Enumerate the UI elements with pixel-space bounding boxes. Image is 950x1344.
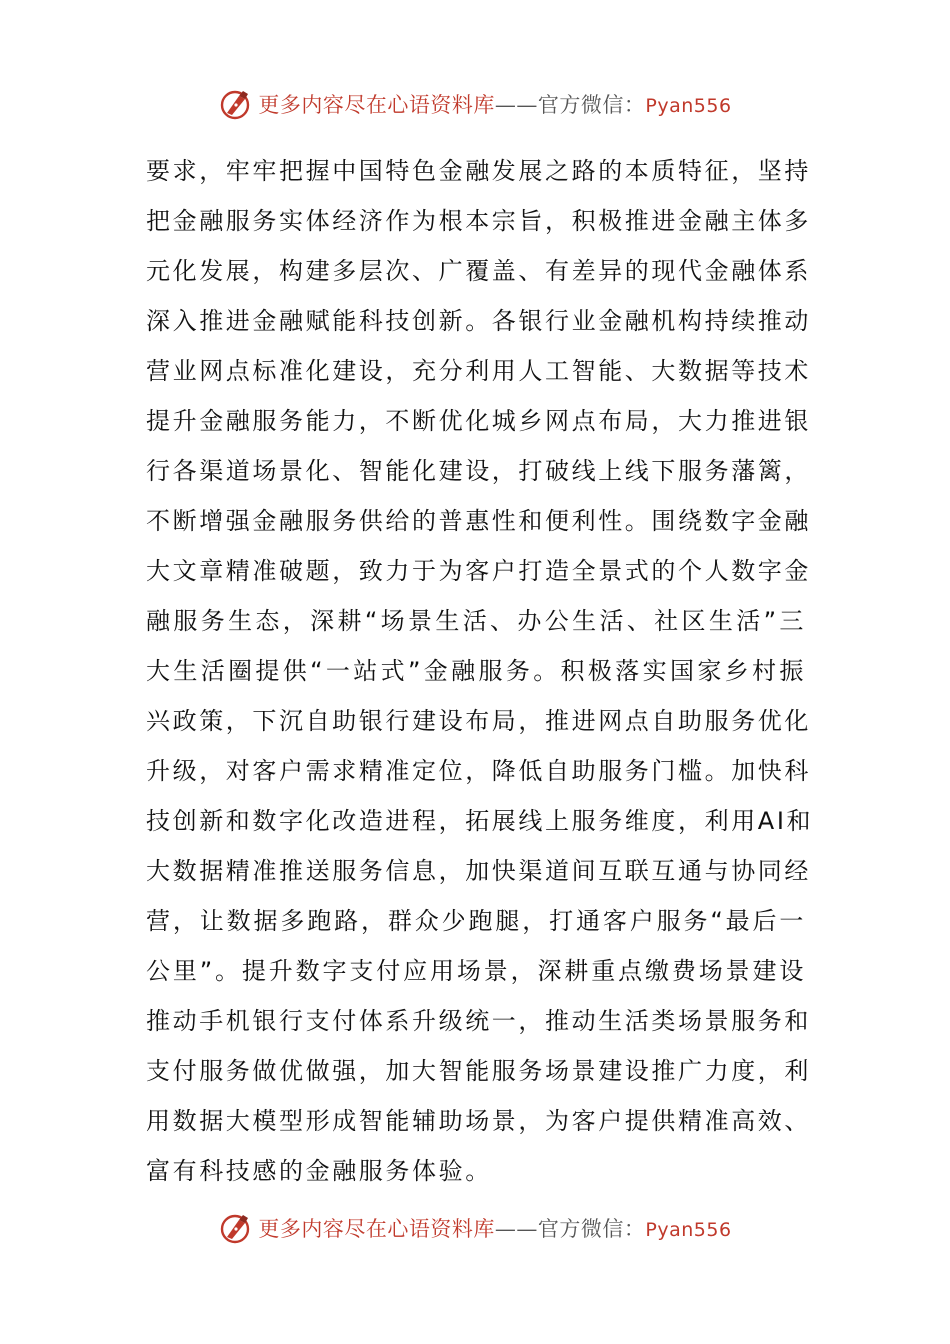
body-line: 兴政策，下沉自助银行建设布局，推进网点自助服务优化 — [146, 707, 811, 735]
footer-separator: —— — [494, 1217, 538, 1241]
footer-banner — [0, 1208, 950, 1248]
body-line: 深入推进金融赋能科技创新。各银行业金融机构持续推动 — [146, 307, 811, 335]
header-brand: 更多内容尽在心语资料库 — [258, 93, 495, 117]
body-line: 支付服务做优做强，加大智能服务场景建设推广力度，利 — [146, 1057, 811, 1085]
footer-wechat-label: 官方微信： — [537, 1217, 646, 1241]
pen-nib-circle-icon — [218, 1211, 252, 1245]
header-banner-text — [258, 89, 731, 119]
header-separator: —— — [494, 93, 538, 117]
body-line: 不断增强金融服务供给的普惠性和便利性。围绕数字金融 — [146, 507, 811, 535]
body-line: 用数据大模型形成智能辅助场景，为客户提供精准高效、 — [146, 1107, 811, 1135]
header-wechat-id: Pyan556 — [645, 95, 732, 117]
body-line: 融服务生态，深耕“场景生活、办公生活、社区生活”三 — [146, 607, 806, 635]
body-line: 大生活圈提供“一站式”金融服务。积极落实国家乡村振 — [146, 657, 806, 685]
body-line: 富有科技感的金融服务体验。 — [146, 1157, 492, 1185]
body-line: 升级，对客户需求精准定位，降低自助服务门槛。加快科 — [146, 757, 811, 785]
body-line: 把金融服务实体经济作为根本宗旨，积极推进金融主体多 — [146, 207, 811, 235]
document-body — [146, 146, 814, 1196]
pen-nib-circle-icon — [218, 87, 252, 121]
footer-brand: 更多内容尽在心语资料库 — [258, 1217, 495, 1241]
header-wechat-label: 官方微信： — [537, 93, 646, 117]
footer-banner-text — [258, 1213, 731, 1243]
body-line: 大数据精准推送服务信息，加快渠道间互联互通与协同经 — [146, 857, 811, 885]
body-line: 元化发展，构建多层次、广覆盖、有差异的现代金融体系 — [146, 257, 811, 285]
body-line: 要求，牢牢把握中国特色金融发展之路的本质特征，坚持 — [146, 157, 811, 185]
header-banner — [0, 84, 950, 124]
body-line: 大文章精准破题，致力于为客户打造全景式的个人数字金 — [146, 557, 811, 585]
body-line: 营业网点标准化建设，充分利用人工智能、大数据等技术 — [146, 357, 811, 385]
body-line: 推动手机银行支付体系升级统一，推动生活类场景服务和 — [146, 1007, 811, 1035]
body-line: 技创新和数字化改造进程，拓展线上服务维度，利用AI和 — [146, 807, 814, 835]
body-line: 营，让数据多跑路，群众少跑腿，打通客户服务“最后一 — [146, 907, 806, 935]
footer-wechat-id: Pyan556 — [645, 1219, 732, 1241]
body-line: 公里”。提升数字支付应用场景，深耕重点缴费场景建设 — [146, 957, 806, 985]
body-line: 提升金融服务能力，不断优化城乡网点布局，大力推进银 — [146, 407, 811, 435]
body-line: 行各渠道场景化、智能化建设，打破线上线下服务藩篱， — [146, 457, 811, 485]
